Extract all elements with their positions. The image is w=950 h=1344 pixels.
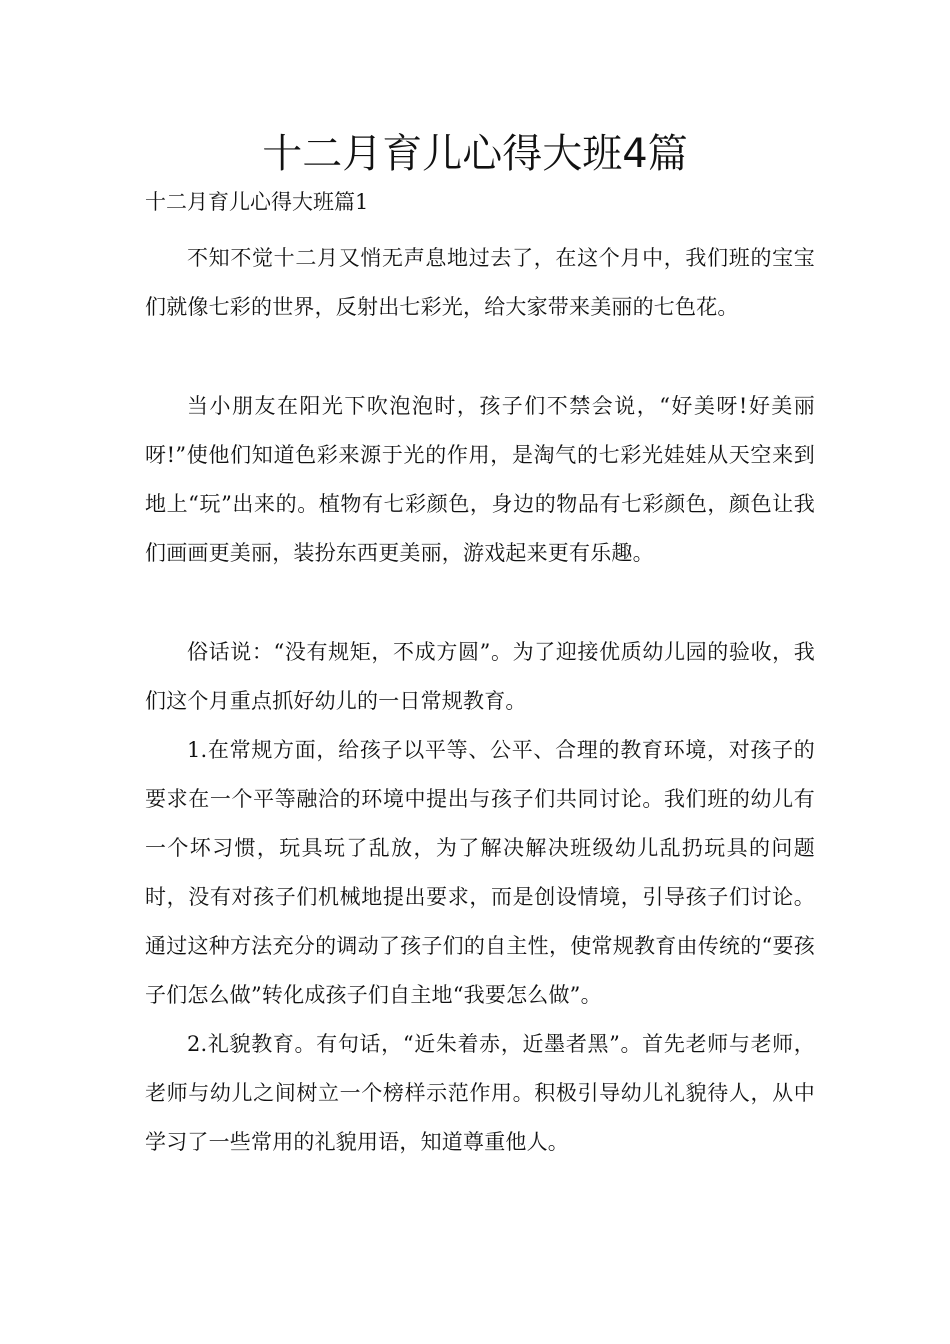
section-subheading: 十二月育儿心得大班篇1 [145,190,369,214]
paragraph-5: 2.礼貌教育。有句话，“近朱着赤，近墨者黑”。首先老师与老师，老师与幼儿之间树立一个榜样示范作用。积极引导幼儿礼貌待人，从中学习了一些常用的礼貌用语，知道尊重他人。 [145,1032,815,1154]
paragraph-2: 当小朋友在阳光下吹泡泡时，孩子们不禁会说，“好美呀!好美丽呀!”使他们知道色彩来源于光的作用，是淘气的七彩光娃娃从天空来到地上“玩”出来的。植物有七彩颜色，身边的物品有七彩颜色，颜色让我们画画更美丽，装扮东西更美丽，游戏起来更有乐趣。 [145,394,815,565]
document-body [145,186,815,1167]
paragraph-4: 1.在常规方面，给孩子以平等、公平、合理的教育环境，对孩子的要求在一个平等融洽的环境中提出与孩子们共同讨论。我们班的幼儿有一个坏习惯，玩具玩了乱放，为了解决解决班级幼儿乱扔玩具的问题时，没有对孩子们机械地提出要求，而是创设情境，引导孩子们讨论。通过这种方法充分的调动了孩子们的自主性，使常规教育由传统的“要孩子们怎么做”转化成孩子们自主地“我要怎么做”。 [145,738,815,1007]
document-title: 十二月育儿心得大班4篇 [262,131,688,177]
paragraph-1: 不知不觉十二月又悄无声息地过去了，在这个月中，我们班的宝宝们就像七彩的世界，反射出七彩光，给大家带来美丽的七色花。 [145,246,815,319]
paragraph-3: 俗话说：“没有规矩，不成方圆”。为了迎接优质幼儿园的验收，我们这个月重点抓好幼儿的一日常规教育。 [145,640,815,713]
